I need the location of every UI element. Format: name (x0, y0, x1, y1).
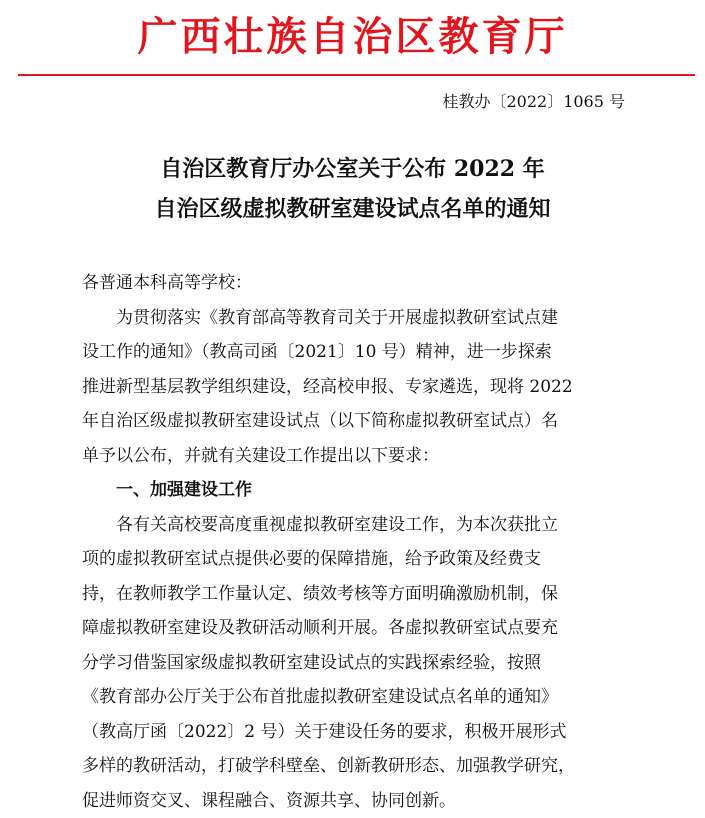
paragraph-2-line: 项的虚拟教研室试点提供必要的保障措施，给予政策及经费支 (82, 542, 628, 577)
paragraph-1-line: 单予以公布，并就有关建设工作提出以下要求： (82, 439, 628, 474)
paragraph-2 (82, 508, 628, 818)
section-heading-1: 一、加强建设工作 (82, 473, 628, 508)
paragraph-2-line: 《教育部办公厅关于公布首批虚拟教研室建设试点名单的通知》 (82, 680, 628, 715)
paragraph-2-line: 多样的教研活动，打破学科壁垒、创新教研形态、加强教学研究， (82, 749, 628, 784)
paragraph-2-line: 促进师资交叉、课程融合、资源共享、协同创新。 (82, 784, 628, 818)
document-title-line-1: 自治区教育厅办公室关于公布 2022 年 (0, 149, 705, 189)
paragraph-1-line: 设工作的通知》（教高司函〔2021〕10 号）精神，进一步探索 (82, 335, 628, 370)
paragraph-2-line: （教高厅函〔2022〕2 号）关于建设任务的要求，积极开展形式 (82, 715, 628, 750)
paragraph-1-line: 为贯彻落实《教育部高等教育司关于开展虚拟教研室试点建 (82, 301, 628, 336)
document-title (0, 149, 705, 229)
document-number: 桂教办〔2022〕1065 号 (442, 91, 625, 113)
paragraph-1-line: 年自治区级虚拟教研室建设试点（以下简称虚拟教研室试点）名 (82, 404, 628, 439)
red-divider-line (18, 74, 695, 76)
paragraph-2-line: 分学习借鉴国家级虚拟教研室建设试点的实践探索经验，按照 (82, 646, 628, 681)
paragraph-2-line: 持，在教师教学工作量认定、绩效考核等方面明确激励机制，保 (82, 577, 628, 612)
paragraph-2-line: 障虚拟教研室建设及教研活动顺利开展。各虚拟教研室试点要充 (82, 611, 628, 646)
paragraph-1 (82, 301, 628, 474)
salutation: 各普通本科高等学校： (82, 266, 628, 301)
document-body (82, 266, 628, 818)
agency-header-title: 广西壮族自治区教育厅 (0, 10, 705, 64)
paragraph-1-line: 推进新型基层教学组织建设，经高校申报、专家遴选，现将 2022 (82, 370, 628, 405)
paragraph-2-line: 各有关高校要高度重视虚拟教研室建设工作，为本次获批立 (82, 508, 628, 543)
document-title-line-2: 自治区级虚拟教研室建设试点名单的通知 (0, 189, 705, 229)
